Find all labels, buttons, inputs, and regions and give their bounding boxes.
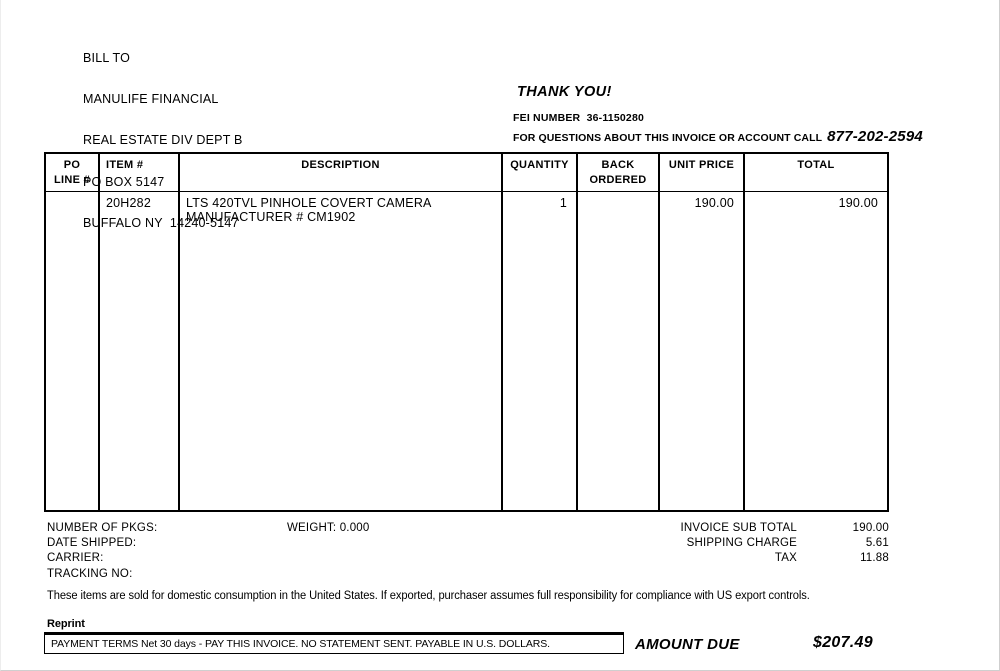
- shipping-info-block: [47, 521, 370, 582]
- line-items-table: [44, 152, 889, 512]
- reprint-label: Reprint: [47, 618, 85, 630]
- column-header-back-ordered: BACK ORDERED: [578, 154, 660, 191]
- column-header-item-no: ITEM #: [100, 154, 180, 191]
- column-header-quantity: QUANTITY: [503, 154, 578, 191]
- cell-unit-price: 190.00: [660, 192, 745, 512]
- bill-to-heading: BILL TO: [83, 50, 131, 65]
- shipping-label: TRACKING NO:: [47, 567, 133, 580]
- column-header-description: DESCRIPTION: [180, 154, 503, 191]
- payment-terms-box: PAYMENT TERMS Net 30 days - PAY THIS INVOICE. NO STATEMENT SENT. PAYABLE IN U.S. DOLLARS.: [44, 634, 624, 654]
- totals-label: INVOICE SUB TOTAL: [680, 522, 797, 534]
- shipping-row: [47, 521, 370, 536]
- column-header-unit-price: UNIT PRICE: [660, 154, 745, 191]
- shipping-row: [47, 567, 370, 582]
- shipping-label: NUMBER OF PKGS:: [47, 522, 158, 534]
- totals-value: 190.00: [852, 522, 889, 534]
- column-header-po-line: PO LINE #: [46, 154, 100, 191]
- bill-to-line: PO BOX 5147: [83, 174, 165, 189]
- support-phone-number: 877-202-2594: [827, 128, 923, 145]
- cell-item-no: 20H282: [100, 192, 180, 512]
- totals-row: [601, 536, 889, 551]
- fei-number: FEI NUMBER 36-1150280: [513, 112, 645, 124]
- shipping-label: CARRIER:: [47, 552, 104, 565]
- shipping-weight: WEIGHT: 0.000: [287, 522, 370, 534]
- totals-row: [601, 551, 889, 566]
- cell-back-ordered: [578, 192, 660, 512]
- cell-total: 190.00: [838, 196, 878, 210]
- bill-to-line: REAL ESTATE DIV DEPT B: [83, 133, 243, 148]
- cell-po-line: [46, 192, 100, 512]
- totals-row: [601, 521, 889, 536]
- shipping-row: [47, 551, 370, 566]
- table-row: [46, 192, 887, 512]
- export-disclaimer-text: These items are sold for domestic consumption in the United States. If exported, purchaser assumes full responsibility for compliance with US export controls.: [47, 590, 810, 602]
- amount-due-value: $207.49: [813, 634, 873, 651]
- totals-block: [601, 521, 889, 567]
- totals-value: 11.88: [860, 552, 889, 565]
- amount-due-label: AMOUNT DUE: [635, 636, 740, 653]
- totals-label: SHIPPING CHARGE: [686, 537, 797, 550]
- column-header-total: TOTAL: [797, 159, 835, 171]
- thank-you-text: THANK YOU!: [517, 84, 612, 100]
- shipping-label: DATE SHIPPED:: [47, 537, 137, 550]
- cell-description: LTS 420TVL PINHOLE COVERT CAMERA MANUFACTURER # CM1902: [180, 192, 503, 512]
- cell-quantity: 1: [503, 192, 578, 512]
- questions-line: [513, 128, 923, 145]
- bill-to-line: MANULIFE FINANCIAL: [83, 91, 219, 106]
- questions-label: FOR QUESTIONS ABOUT THIS INVOICE OR ACCOUNT CALL: [513, 132, 823, 144]
- bill-to-line: BUFFALO NY 14240-5147: [83, 216, 239, 231]
- shipping-row: [47, 536, 370, 551]
- totals-value: 5.61: [865, 537, 889, 550]
- table-header-row: [46, 154, 887, 192]
- totals-label: TAX: [774, 552, 797, 565]
